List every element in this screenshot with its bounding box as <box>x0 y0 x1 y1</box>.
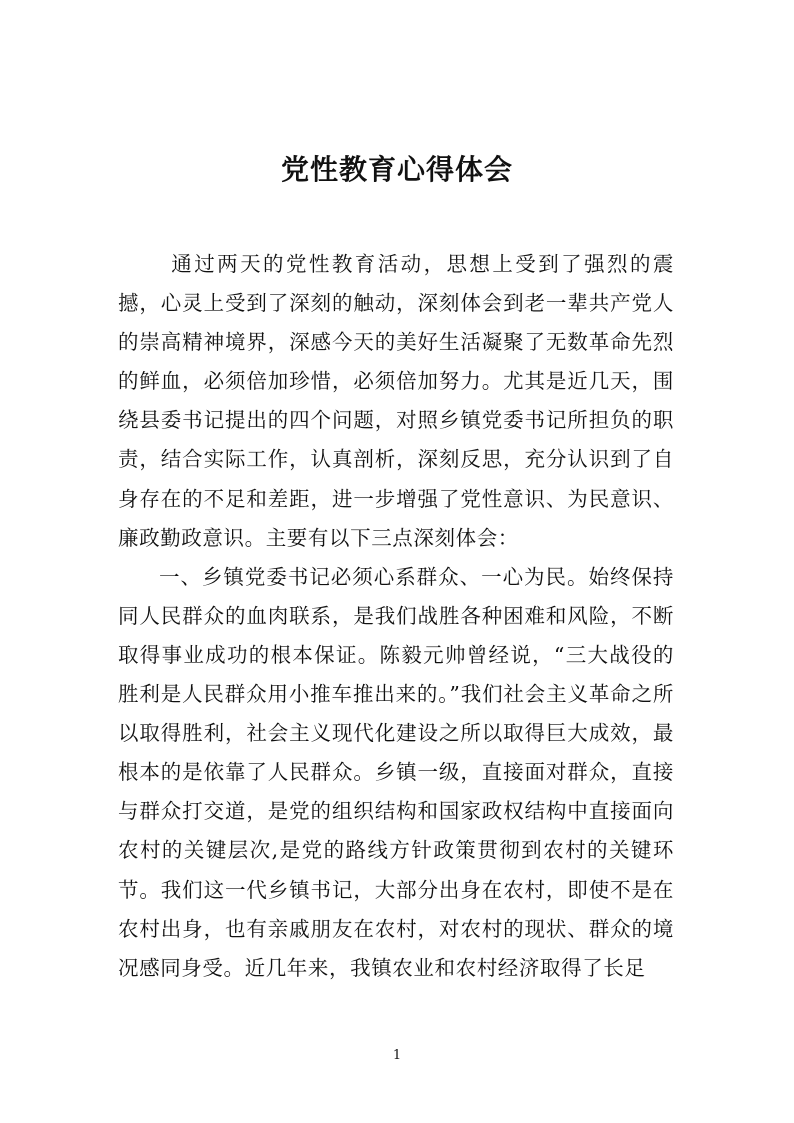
section-1-text: 始终保持同人民群众的血肉联系，是我们战胜各种困难和风险，不断取得事业成功的根本保证。陈毅元帅曾经说，“三大战役的胜利是人民群众用小推车推出来的。”我们社会主义革命之所以取得胜利，社会主义现代化建设之所以取得巨大成效，最根本的是依靠了人民群众。乡镇一级，直接面对群众，直接与群众打交道，是党的组织结构和国家政权结构中直接面向农村的关键层次,是党的路线方针政策贯彻到农村的关键环节。我们这一代乡镇书记，大部分出身在农村，即使不是在农村出身，也有亲戚朋友在农村，对农村的现状、群众的境况感同身受。近几年来，我镇农业和农村经济取得了长足 <box>118 564 675 980</box>
page-number: 1 <box>392 1048 402 1063</box>
document-body <box>118 245 674 988</box>
intro-paragraph: 通过两天的党性教育活动，思想上受到了强烈的震撼，心灵上受到了深刻的触动，深刻体会到老一辈共产党人的崇高精神境界，深感今天的美好生活凝聚了无数革命先烈的鲜血，必须倍加珍惜，必须倍加努力。尤其是近几天，围绕县委书记提出的四个问题，对照乡镇党委书记所担负的职责，结合实际工作，认真剖析，深刻反思，充分认识到了自身存在的不足和差距，进一步增强了党性意识、为民意识、廉政勤政意识。主要有以下三点深刻体会： <box>118 252 674 550</box>
section-1-heading: 一、乡镇党委书记必须心系群众、一心为民。 <box>159 564 589 589</box>
document-title: 党性教育心得体会 <box>280 153 513 186</box>
section-1-paragraph <box>118 558 674 988</box>
